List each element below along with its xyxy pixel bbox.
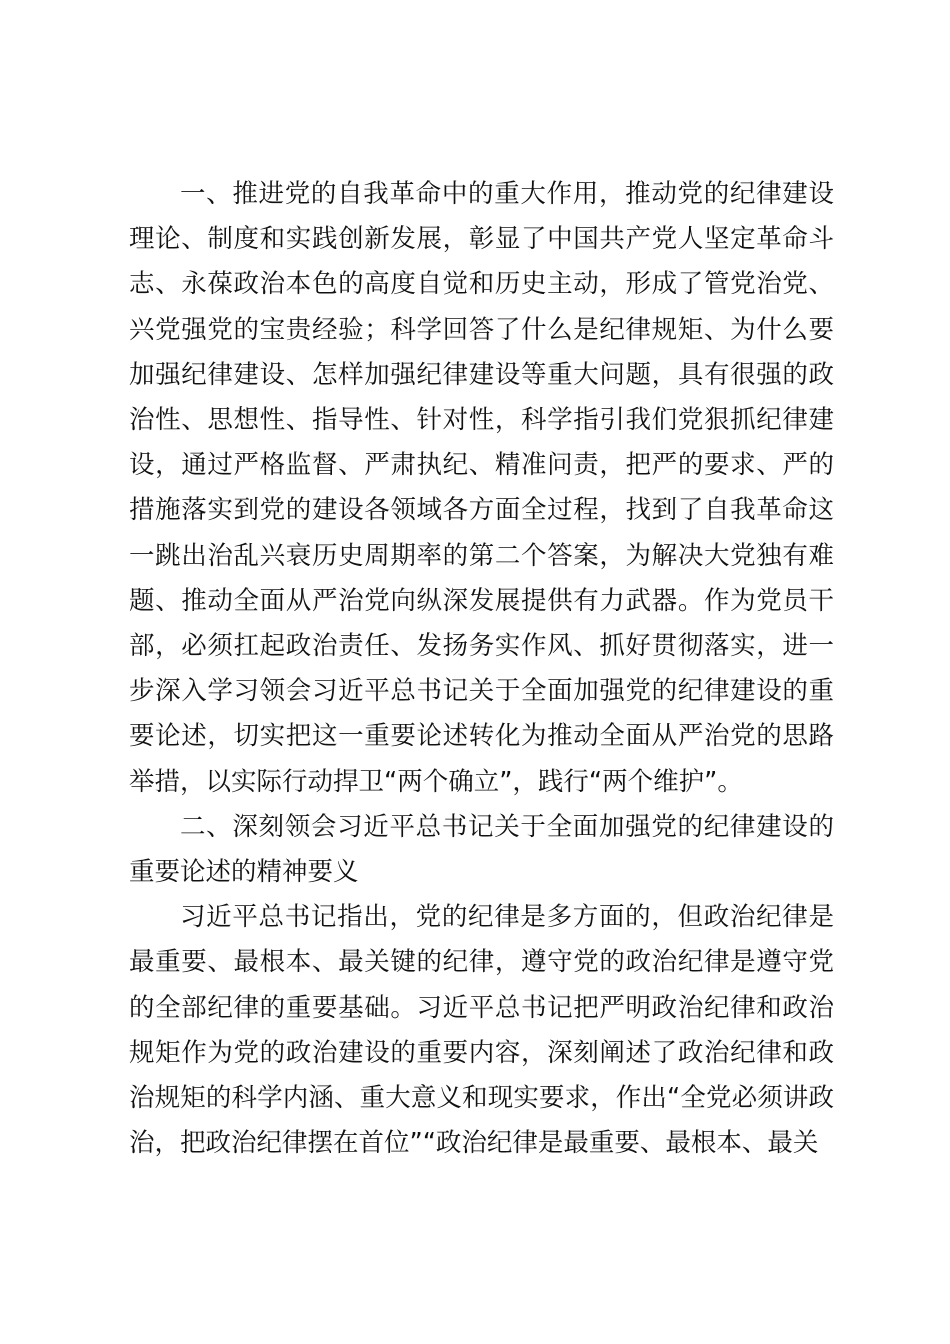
paragraph-section-two-body: 习近平总书记指出，党的纪律是多方面的，但政治纪律是最重要、最根本、最关键的纪律，遵守党的政治纪律是遵守党的全部纪律的重要基础。习近平总书记把严明政治纪律和政治规矩作为党的政治建设的重要内容，深刻阐述了政治纪律和政治规矩的科学内涵、重大意义和现实要求，作出“全党必须讲政治，把政治纪律摆在首位”“政治纪律是最重要、最根本、最关 [129,902,834,1159]
document-body [129,172,834,1166]
heading-section-two: 二、深刻领会习近平总书记关于全面加强党的纪律建设的重要论述的精神要义 [129,811,834,888]
paragraph-section-one: 一、推进党的自我革命中的重大作用，推动党的纪律建设理论、制度和实践创新发展，彰显了中国共产党人坚定革命斗志、永葆政治本色的高度自觉和历史主动，形成了管党治党、兴党强党的宝贵经验；科学回答了什么是纪律规矩、为什么要加强纪律建设、怎样加强纪律建设等重大问题，具有很强的政治性、思想性、指导性、针对性，科学指引我们党狠抓纪律建设，通过严格监督、严肃执纪、精准问责，把严的要求、严的措施落实到党的建设各领域各方面全过程，找到了自我革命这一跳出治乱兴衰历史周期率的第二个答案，为解决大党独有难题、推动全面从严治党向纵深发展提供有力武器。作为党员干部，必须扛起政治责任、发扬务实作风、抓好贯彻落实，进一步深入学习领会习近平总书记关于全面加强党的纪律建设的重要论述，切实把这一重要论述转化为推动全面从严治党的思路举措，以实际行动捍卫“两个确立”，践行“两个维护”。 [129,179,834,797]
